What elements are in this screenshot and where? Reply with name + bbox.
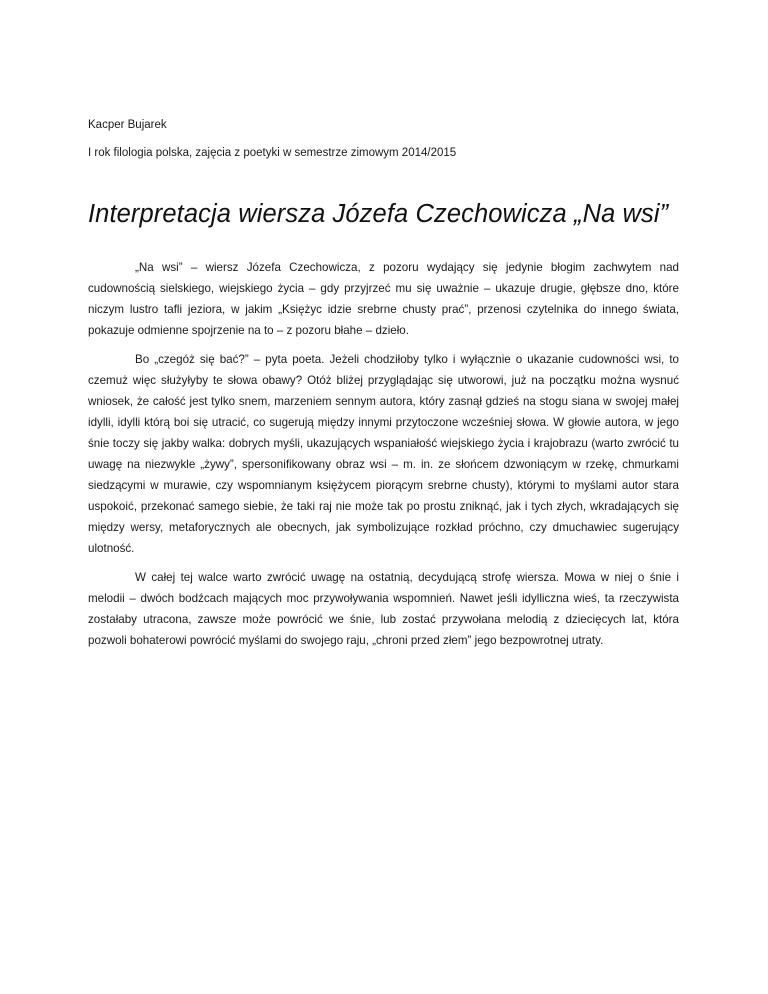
paragraph-3: W całej tej walce warto zwrócić uwagę na ostatnią, decydującą strofę wiersza. Mowa w niej o śnie i melodii – dwóch bodźcach mających moc przywoływania wspomnień. Nawet jeśli idylliczna wieś, ta rzeczywista zostałaby utracona, zawsze może powrócić we śnie, lub zostać przywołana melodią z dziecięcych lat, która pozwoli bohaterowi powrócić myślami do swojego raju, „chroni przed złem” jego bezpowrotnej utraty. bbox=[88, 571, 679, 647]
document-title: Interpretacja wiersza Józefa Czechowicza „Na wsi” bbox=[88, 200, 669, 228]
paragraph-2: Bo „czegóż się bać?” – pyta poeta. Jeżeli chodziłoby tylko i wyłącznie o ukazanie cudowności wsi, to czemuż więc służyłyby te słowa obawy? Otóż bliżej przyglądając się utworowi, już na początku można wysnuć wniosek, że całość jest tylko snem, marzeniem sennym autora, który zasnął gdzieś na stogu siana w swojej małej idylli, idylli którą boi się utracić, co sugerują między innymi przytoczone wcześniej słowa. W głowie autora, w jego śnie toczy się jakby walka: dobrych myśli, ukazujących wspaniałość wiejskiego życia i krajobrazu (warto zwrócić tu uwagę na niezwykle „żywy”, spersonifikowany obraz wsi – m. in. ze słońcem dzwoniącym w rzekę, chmurkami siedzącymi w murawie, czy wspomnianym księżycem piorącym srebrne chusty), którymi to myślami autor stara uspokoić, przekonać samego siebie, że taki raj nie może tak po prostu zniknąć, jak i tych złych, wkradających się między wersy, metaforycznych ale obecnych, jak symbolizujące rozkład próchno, czy dmuchawiec sugerujący ulotność. bbox=[88, 353, 679, 555]
author-name: Kacper Bujarek bbox=[88, 119, 167, 131]
course-info: I rok filologia polska, zajęcia z poetyki w semestrze zimowym 2014/2015 bbox=[88, 147, 457, 159]
paragraph-1: „Na wsi” – wiersz Józefa Czechowicza, z pozoru wydający się jedynie błogim zachwytem nad cudownością sielskiego, wiejskiego życia – gdy przyjrzeć mu się uważnie – ukazuje drugie, głębsze dno, które niczym lustro tafli jeziora, w jakim „Księżyc idzie srebrne chusty prać”, przenosi czytelnika do innego świata, pokazuje odmienne spojrzenie na to – z pozoru błahe – dzieło. bbox=[88, 261, 679, 337]
document-page bbox=[88, 118, 679, 659]
